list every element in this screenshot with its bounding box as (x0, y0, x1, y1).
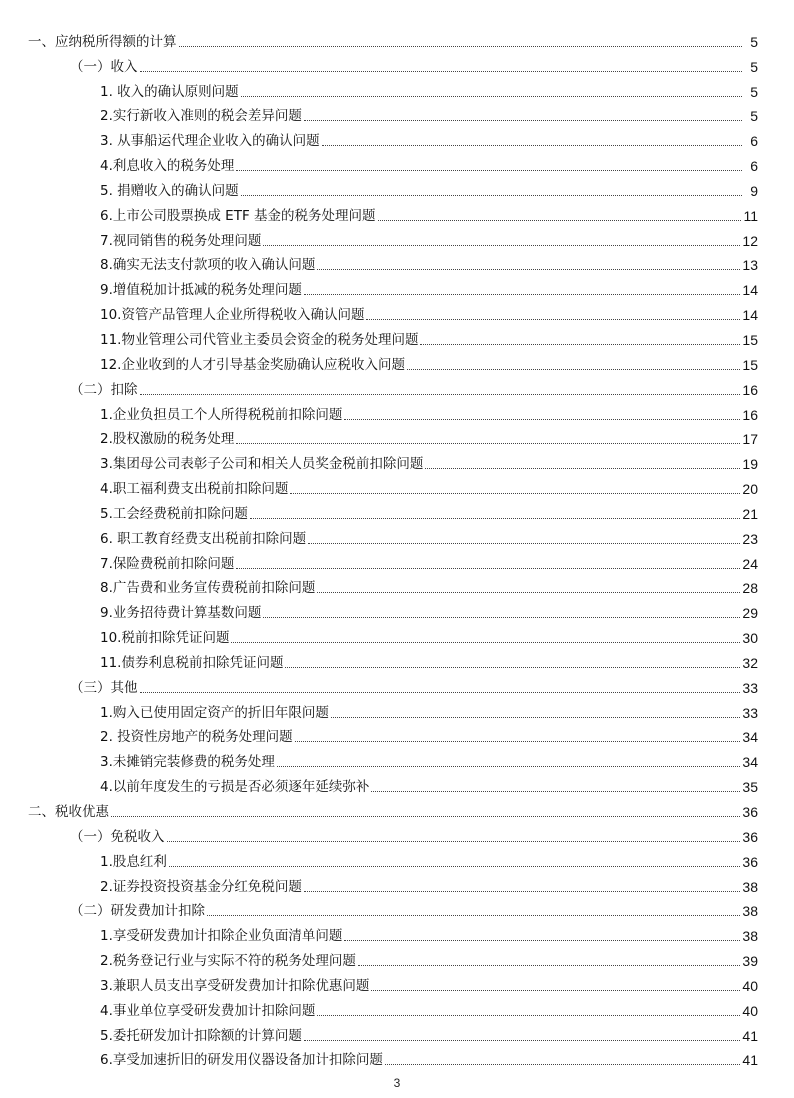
dot-leader (231, 642, 740, 643)
toc-entry-title: 10.资管产品管理人企业所得税收入确认问题 (100, 307, 365, 324)
toc-entry[interactable] (28, 301, 758, 326)
toc-entry[interactable] (28, 103, 758, 128)
dot-leader (207, 915, 740, 916)
toc-entry-page: 30 (742, 630, 758, 647)
dot-leader (140, 394, 741, 395)
toc-entry[interactable] (28, 376, 758, 401)
toc-entry-title: （一）免税收入 (70, 828, 165, 845)
toc-entry[interactable] (28, 1047, 758, 1072)
dot-leader (344, 419, 740, 420)
toc-entry-page: 21 (742, 505, 758, 522)
toc-entry-page: 33 (742, 704, 758, 721)
toc-entry[interactable] (28, 78, 758, 103)
toc-entry[interactable] (28, 202, 758, 227)
toc-entry[interactable] (28, 475, 758, 500)
toc-entry-title: 1.股息红利 (100, 853, 167, 870)
toc-entry-page: 36 (742, 804, 758, 820)
toc-entry[interactable] (28, 152, 758, 177)
dot-leader (241, 96, 742, 97)
toc-entry-title: 2. 投资性房地产的税务处理问题 (100, 729, 293, 746)
toc-entry-title: 7.视同销售的税务处理问题 (100, 232, 262, 249)
toc-entry[interactable] (28, 28, 758, 53)
dot-leader (358, 965, 741, 966)
toc-entry-title: 5.工会经费税前扣除问题 (100, 505, 248, 522)
toc-entry-page: 29 (742, 605, 758, 622)
dot-leader (317, 592, 740, 593)
toc-entry[interactable] (28, 649, 758, 674)
dot-leader (250, 518, 741, 519)
page-number: 3 (393, 1076, 401, 1090)
toc-entry-page: 40 (742, 977, 758, 994)
dot-leader (290, 493, 740, 494)
toc-entry-page: 5 (750, 58, 758, 75)
toc-entry[interactable] (28, 127, 758, 152)
toc-entry-page: 5 (750, 108, 758, 125)
dot-leader (317, 1015, 740, 1016)
toc-entry-page: 24 (742, 555, 758, 572)
toc-entry-page: 36 (742, 853, 758, 870)
toc-entry-page: 34 (742, 754, 758, 771)
toc-entry[interactable] (28, 450, 758, 475)
toc-entry[interactable] (28, 873, 758, 898)
toc-entry-page: 36 (742, 828, 758, 845)
toc-entry[interactable] (28, 624, 758, 649)
toc-entry[interactable] (28, 326, 758, 351)
dot-leader (322, 145, 742, 146)
dot-leader (167, 841, 741, 842)
toc-entry-page: 14 (742, 307, 758, 324)
toc-entry-title: 1.企业负担员工个人所得税税前扣除问题 (100, 406, 343, 423)
toc-entry-title: 11.债券利息税前扣除凭证问题 (100, 654, 284, 671)
toc-entry-title: 2.证券投资投资基金分红免税问题 (100, 878, 302, 895)
toc-entry[interactable] (28, 898, 758, 923)
toc-entry-page: 41 (742, 1052, 758, 1069)
dot-leader (420, 344, 740, 345)
toc-entry-title: （二）扣除 (70, 381, 138, 398)
toc-entry-title: 二、税收优惠 (28, 804, 109, 820)
toc-entry[interactable] (28, 276, 758, 301)
toc-entry-page: 16 (742, 406, 758, 423)
toc-entry-title: （三）其他 (70, 679, 138, 696)
toc-entry-title: 6.上市公司股票换成 ETF 基金的税务处理问题 (100, 207, 376, 224)
toc-entry-title: 5. 捐赠收入的确认问题 (100, 182, 239, 199)
dot-leader (236, 568, 740, 569)
dot-leader (169, 866, 741, 867)
toc-entry[interactable] (28, 1022, 758, 1047)
table-of-contents (28, 28, 758, 1071)
toc-entry[interactable] (28, 500, 758, 525)
toc-entry[interactable] (28, 947, 758, 972)
dot-leader (317, 269, 740, 270)
toc-entry[interactable] (28, 401, 758, 426)
toc-entry-page: 15 (742, 331, 758, 348)
dot-leader (263, 245, 740, 246)
toc-entry-page: 32 (742, 654, 758, 671)
dot-leader (111, 816, 740, 817)
dot-leader (304, 120, 742, 121)
toc-entry-page: 20 (742, 481, 758, 498)
dot-leader (236, 170, 742, 171)
toc-entry-title: 3. 从事船运代理企业收入的确认问题 (100, 133, 320, 150)
toc-entry[interactable] (28, 674, 758, 699)
toc-entry-page: 38 (742, 903, 758, 920)
toc-entry-page: 23 (742, 530, 758, 547)
dot-leader (304, 1040, 741, 1041)
toc-entry-title: 4.事业单位享受研发费加计扣除问题 (100, 1002, 316, 1019)
dot-leader (179, 46, 743, 47)
toc-entry-page: 38 (742, 928, 758, 945)
toc-entry-title: 4.以前年度发生的亏损是否必须逐年延续弥补 (100, 779, 370, 796)
dot-leader (407, 369, 740, 370)
toc-entry[interactable] (28, 798, 758, 823)
toc-entry-title: 9.业务招待费计算基数问题 (100, 605, 262, 622)
toc-entry[interactable] (28, 724, 758, 749)
toc-entry-page: 41 (742, 1027, 758, 1044)
dot-leader (385, 1064, 741, 1065)
toc-entry[interactable] (28, 53, 758, 78)
toc-entry-title: 12.企业收到的人才引导基金奖励确认应税收入问题 (100, 356, 405, 373)
toc-entry-title: 1.购入已使用固定资产的折旧年限问题 (100, 704, 329, 721)
toc-entry-page: 12 (742, 232, 758, 249)
toc-entry-title: 3.兼职人员支出享受研发费加计扣除优惠问题 (100, 977, 370, 994)
toc-entry-title: 2.股权激励的税务处理 (100, 431, 235, 448)
toc-entry-title: 3.未摊销完装修费的税务处理 (100, 754, 275, 771)
toc-entry-title: 6.享受加速折旧的研发用仪器设备加计扣除问题 (100, 1052, 383, 1069)
toc-entry-page: 5 (750, 33, 758, 50)
dot-leader (140, 692, 741, 693)
dot-leader (304, 294, 741, 295)
toc-entry-title: 8.确实无法支付款项的收入确认问题 (100, 257, 316, 274)
toc-entry-page: 14 (742, 282, 758, 299)
toc-entry-page: 34 (742, 729, 758, 746)
dot-leader (371, 791, 740, 792)
dot-leader (241, 195, 742, 196)
toc-entry-title: 7.保险费税前扣除问题 (100, 555, 235, 572)
toc-entry[interactable] (28, 823, 758, 848)
toc-entry-page: 15 (742, 356, 758, 373)
dot-leader (295, 741, 741, 742)
toc-entry[interactable] (28, 922, 758, 947)
toc-entry-title: （二）研发费加计扣除 (70, 903, 205, 920)
toc-entry-title: 8.广告费和业务宣传费税前扣除问题 (100, 580, 316, 597)
toc-entry[interactable] (28, 550, 758, 575)
toc-entry-title: 1.享受研发费加计扣除企业负面清单问题 (100, 928, 343, 945)
toc-entry[interactable] (28, 699, 758, 724)
toc-entry-title: 3.集团母公司表彰子公司和相关人员奖金税前扣除问题 (100, 456, 424, 473)
toc-entry-page: 9 (750, 182, 758, 199)
toc-entry-page: 6 (750, 158, 758, 175)
toc-entry[interactable] (28, 599, 758, 624)
dot-leader (285, 667, 740, 668)
dot-leader (308, 543, 740, 544)
toc-entry-title: 11.物业管理公司代管业主委员会资金的税务处理问题 (100, 331, 419, 348)
toc-entry-page: 38 (742, 878, 758, 895)
dot-leader (425, 468, 740, 469)
toc-entry-title: 4.职工福利费支出税前扣除问题 (100, 481, 289, 498)
toc-entry[interactable] (28, 227, 758, 252)
dot-leader (378, 220, 742, 221)
toc-entry-page: 28 (742, 580, 758, 597)
dot-leader (263, 617, 740, 618)
toc-entry-page: 40 (742, 1002, 758, 1019)
toc-entry-title: （一）收入 (70, 58, 138, 75)
toc-entry[interactable] (28, 426, 758, 451)
toc-entry[interactable] (28, 997, 758, 1022)
toc-entry-page: 17 (742, 431, 758, 448)
dot-leader (236, 443, 740, 444)
toc-entry-title: 2.税务登记行业与实际不符的税务处理问题 (100, 953, 356, 970)
toc-entry[interactable] (28, 972, 758, 997)
dot-leader (140, 71, 743, 72)
toc-entry-page: 6 (750, 133, 758, 150)
toc-entry-title: 10.税前扣除凭证问题 (100, 630, 230, 647)
toc-entry-page: 11 (743, 207, 758, 224)
dot-leader (371, 990, 740, 991)
toc-entry-page: 33 (742, 679, 758, 696)
toc-entry-page: 16 (742, 381, 758, 398)
toc-entry-page: 5 (750, 83, 758, 100)
toc-entry[interactable] (28, 351, 758, 376)
toc-entry[interactable] (28, 848, 758, 873)
toc-entry-page: 13 (742, 257, 758, 274)
toc-entry-title: 一、应纳税所得额的计算 (28, 33, 177, 50)
toc-entry-title: 9.增值税加计抵减的税务处理问题 (100, 282, 302, 299)
toc-entry-title: 6. 职工教育经费支出税前扣除问题 (100, 530, 307, 547)
toc-entry[interactable] (28, 252, 758, 277)
toc-entry-page: 35 (742, 779, 758, 796)
toc-entry[interactable] (28, 525, 758, 550)
dot-leader (331, 717, 741, 718)
toc-entry-title: 4.利息收入的税务处理 (100, 158, 235, 175)
toc-entry[interactable] (28, 773, 758, 798)
toc-entry[interactable] (28, 177, 758, 202)
toc-entry[interactable] (28, 575, 758, 600)
dot-leader (304, 891, 741, 892)
toc-entry-title: 1. 收入的确认原则问题 (100, 83, 239, 100)
toc-entry-page: 39 (742, 953, 758, 970)
dot-leader (366, 319, 740, 320)
toc-entry-page: 19 (742, 456, 758, 473)
dot-leader (277, 766, 741, 767)
dot-leader (344, 940, 740, 941)
toc-entry[interactable] (28, 748, 758, 773)
toc-entry-title: 2.实行新收入准则的税会差异问题 (100, 108, 302, 125)
toc-entry-title: 5.委托研发加计扣除额的计算问题 (100, 1027, 302, 1044)
